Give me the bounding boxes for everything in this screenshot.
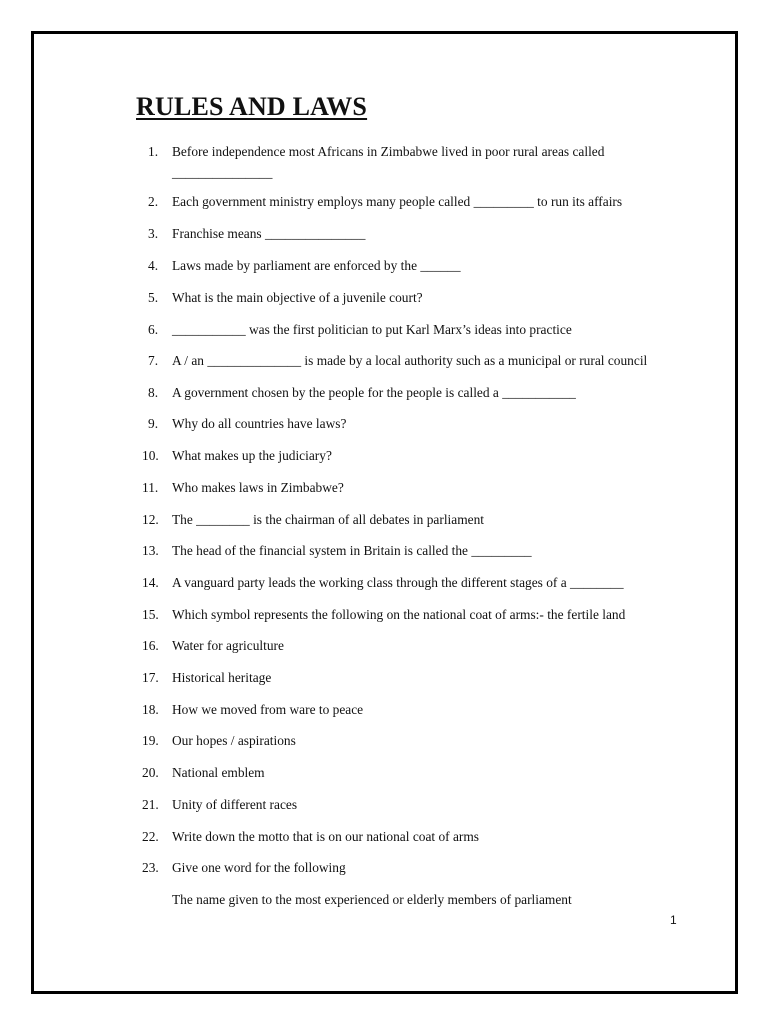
question-text: What makes up the judiciary? [172,448,332,463]
question-item-5 [0,288,768,308]
question-item-16 [0,636,768,656]
question-number: 7. [148,353,159,368]
question-number: 20. [142,765,159,780]
question-number: 21. [142,797,159,812]
question-text: A government chosen by the people for the people is called a ___________ [172,385,576,400]
question-number: 4. [148,258,159,273]
question-item-6 [0,320,768,340]
question-text: Water for agriculture [172,638,284,653]
question-text: Before independence most Africans in Zimbabwe lived in poor rural areas called [172,144,605,159]
question-item-17 [0,668,768,688]
question-number: 11. [142,480,159,495]
question-number: 9. [148,416,159,431]
question-text: Unity of different races [172,797,298,812]
question-number: 2. [148,194,159,209]
question-number: 17. [142,670,159,685]
question-number: 14. [142,575,159,590]
question-text: Write down the motto that is on our national coat of arms [172,829,480,844]
question-text: National emblem [172,765,265,780]
question-item-8 [0,383,768,403]
question-number: 19. [142,733,159,748]
question-text: The head of the financial system in Britain is called the _________ [172,543,532,558]
question-item-7 [0,351,768,371]
question-number: 16. [142,638,159,653]
question-item-21 [0,795,768,815]
question-item-19 [0,731,768,751]
question-text: What is the main objective of a juvenile court? [172,290,423,305]
question-item-13 [0,541,768,561]
question-number: 3. [148,226,159,241]
question-item-9 [0,414,768,434]
question-text: ___________ was the first politician to put Karl Marx’s ideas into practice [172,322,572,337]
question-text: Each government ministry employs many people called _________ to run its affairs [172,194,623,209]
question-item-23 [0,858,768,878]
question-text: Laws made by parliament are enforced by the ______ [172,258,461,273]
question-text: How we moved from ware to peace [172,702,364,717]
question-text: Historical heritage [172,670,272,685]
question-item-3 [0,224,768,244]
question-item-14 [0,573,768,593]
question-number: 22. [142,829,159,844]
question-item-10 [0,446,768,466]
question-text: A / an ______________ is made by a local authority such as a municipal or rural council [172,353,648,368]
question-number: 6. [148,322,159,337]
question-subitem: The name given to the most experienced or elderly members of parliament [172,892,572,907]
question-text: A vanguard party leads the working class through the different stages of a ________ [172,575,624,590]
question-item-4 [0,256,768,276]
page-title: RULES AND LAWS [136,92,368,121]
question-item-11 [0,478,768,498]
question-item-18 [0,700,768,720]
question-answer-blank: _______________ [172,165,273,180]
question-number: 1. [148,144,159,159]
question-item-22 [0,827,768,847]
page-number: 1 [670,913,677,927]
question-item-12 [0,510,768,530]
question-text: Who makes laws in Zimbabwe? [172,480,344,495]
question-text: Why do all countries have laws? [172,416,347,431]
question-item-15 [0,605,768,625]
question-text: Franchise means _______________ [172,226,366,241]
question-text: Which symbol represents the following on the national coat of arms:- the fertile land [172,607,626,622]
question-text: The ________ is the chairman of all debates in parliament [172,512,484,527]
question-text: Give one word for the following [172,860,346,875]
question-number: 5. [148,290,159,305]
question-number: 15. [142,607,159,622]
question-number: 10. [142,448,159,463]
question-text: Our hopes / aspirations [172,733,296,748]
question-number: 12. [142,512,159,527]
question-number: 23. [142,860,159,875]
question-item-20 [0,763,768,783]
question-item-2 [0,192,768,212]
question-number: 8. [148,385,159,400]
question-number: 18. [142,702,159,717]
question-item-1 [0,142,768,162]
question-number: 13. [142,543,159,558]
